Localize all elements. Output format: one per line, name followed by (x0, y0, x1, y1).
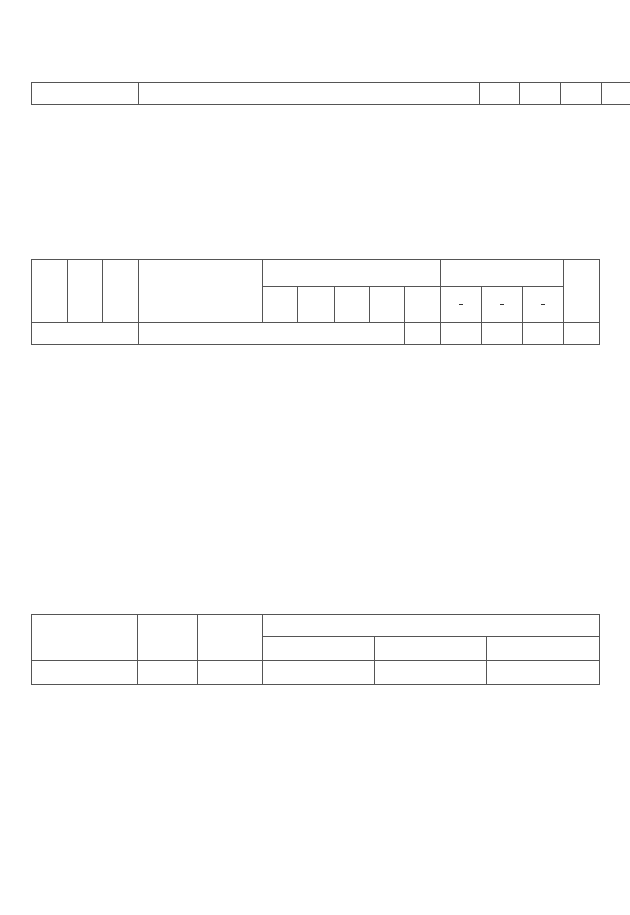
total-cell[interactable] (602, 83, 630, 105)
col-meal-time (335, 287, 370, 323)
total-cell[interactable] (482, 323, 523, 345)
col-remarks (487, 637, 600, 661)
top-total-row (32, 83, 630, 105)
total-cell[interactable] (138, 661, 198, 685)
col-end (298, 287, 335, 323)
pay-table (31, 614, 600, 685)
total-cell[interactable] (375, 661, 487, 685)
total-cell[interactable] (405, 323, 441, 345)
mid-total-hours-label (139, 323, 405, 345)
col-work-hours (441, 260, 564, 287)
total-cell[interactable] (523, 323, 564, 345)
col-total (405, 287, 441, 323)
col-start (263, 287, 298, 323)
pay-total-row (32, 661, 600, 685)
top-total-hours-label (139, 83, 480, 105)
col-paid-amount (375, 637, 487, 661)
mid-total-row (32, 323, 600, 345)
total-cell[interactable] (564, 323, 600, 345)
total-cell[interactable] (263, 661, 375, 685)
pay-total-label (32, 661, 138, 685)
total-cell[interactable] (520, 83, 561, 105)
col-order-time (263, 260, 441, 287)
col-job-content (139, 260, 263, 323)
nonwork-timesheet-table (31, 259, 600, 345)
col-pay-amount (263, 615, 600, 637)
col-verify (564, 260, 600, 323)
col-day (32, 260, 68, 323)
col-section-chief (68, 260, 103, 323)
total-cell[interactable] (480, 83, 520, 105)
top-total-label (32, 83, 139, 105)
mid-total-label (32, 323, 139, 345)
total-cell[interactable] (561, 83, 602, 105)
total-cell[interactable] (198, 661, 263, 685)
col-calc-amount (263, 637, 375, 661)
col-hours (138, 615, 198, 661)
col-break-time (370, 287, 405, 323)
rate-e-header (523, 287, 564, 323)
total-cell[interactable] (441, 323, 482, 345)
rate-d-header (482, 287, 523, 323)
col-subsection-chief (103, 260, 139, 323)
col-rate (198, 615, 263, 661)
col-category (32, 615, 138, 661)
rate-c-header (441, 287, 482, 323)
total-cell[interactable] (487, 661, 600, 685)
top-timesheet-table (31, 82, 630, 105)
